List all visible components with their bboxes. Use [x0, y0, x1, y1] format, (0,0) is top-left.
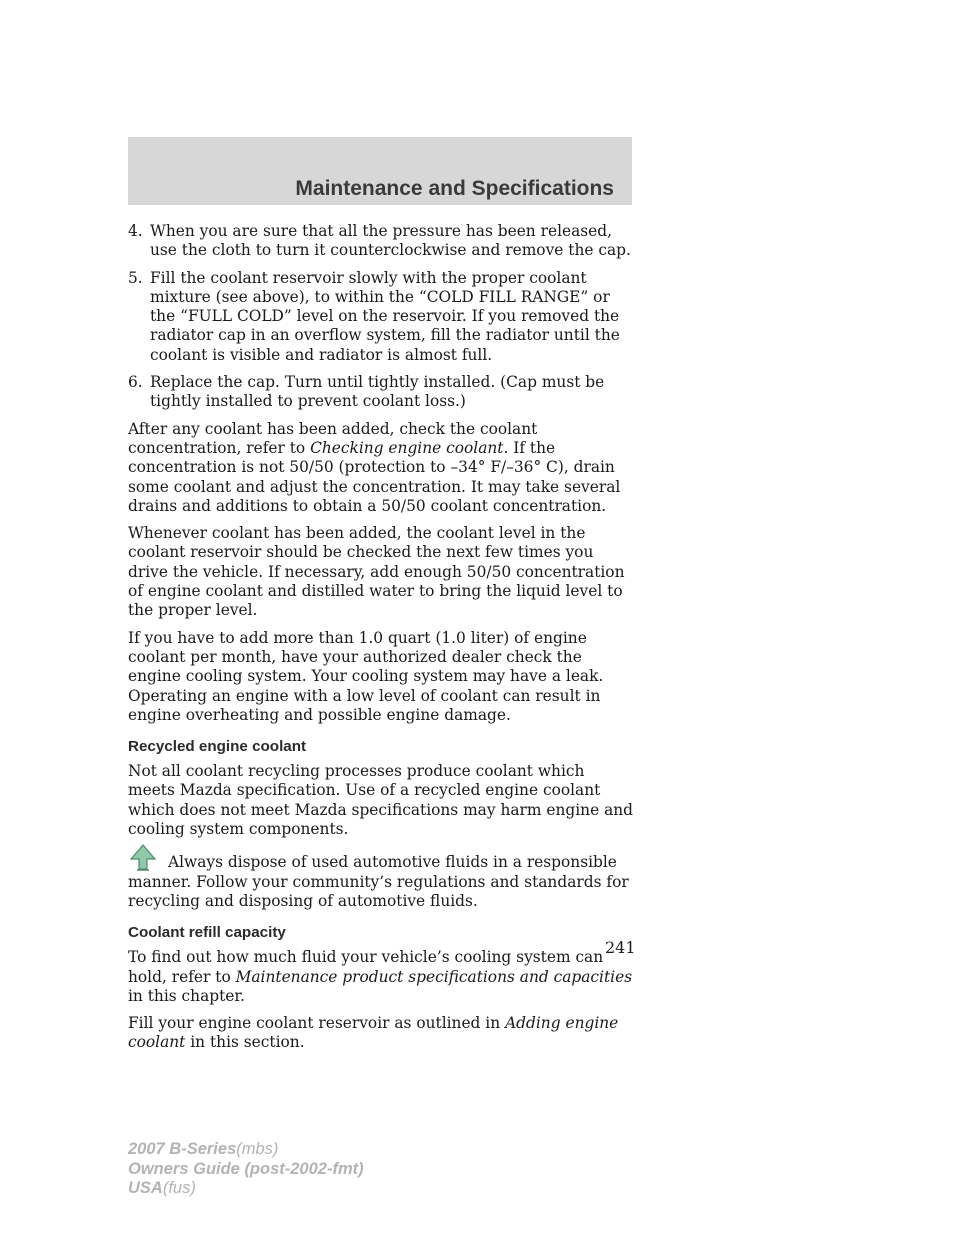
environment-note — [128, 853, 634, 911]
section-header-band — [128, 137, 632, 205]
document-footer — [128, 1140, 364, 1199]
step-list — [128, 222, 634, 412]
page-number: 241 — [605, 938, 636, 957]
step-text: When you are sure that all the pressure has been released, use the cloth to turn it counterclockwise and remove the cap. — [150, 222, 631, 260]
step-text: Fill the coolant reservoir slowly with the proper coolant mixture (see above), to within the “COLD FILL RANGE” or the “FULL COLD” level on the reservoir. If you removed the radiator cap in an overflow system, fill the radiator until the coolant is visible and radiator is almost full. — [150, 268, 620, 364]
step-text: Replace the cap. Turn until tightly installed. (Cap must be tightly installed to prevent coolant loss.) — [150, 373, 605, 411]
cross-reference-link: Checking engine coolant — [310, 438, 504, 457]
heading-recycled-coolant: Recycled engine coolant — [128, 738, 307, 756]
paragraph-recycled: Not all coolant recycling processes produce coolant which meets Mazda specification. Use of a recycled engine coolant which does not meet Mazda specifications may harm engine and cooling system components. — [128, 762, 634, 839]
cross-reference-link: Adding engine coolant — [128, 1014, 619, 1052]
cross-reference-link: Maintenance product specifications and capacities — [235, 967, 633, 986]
step-item — [128, 373, 634, 412]
footer-line-market: USA(fus) — [128, 1179, 196, 1197]
recycle-tree-icon — [128, 843, 158, 873]
paragraph-whenever: Whenever coolant has been added, the coolant level in the coolant reservoir should be checked the next few times you drive the vehicle. If necessary, add enough 50/50 concentration of engine coolant and distilled water to bring the liquid level to the proper level. — [128, 524, 625, 620]
paragraph-concentration: After any coolant has been added, check the coolant concentration, refer to Checking engine coolant. If the concentration is not 50/50 (protection to –34° F/–36° C), drain some coolant and adjust the concentration. It may take several drains and additions to obtain a 50/50 coolant concentration. — [128, 419, 621, 515]
paragraph-quart: If you have to add more than 1.0 quart (1.0 liter) of engine coolant per month, have your authorized dealer check the engine cooling system. Your cooling system may have a leak. Operating an engine with a low level of coolant can result in engine overheating and possible engine damage. — [128, 628, 604, 724]
step-item — [128, 222, 634, 261]
page-content — [128, 222, 634, 1061]
section-title: Maintenance and Specifications — [295, 177, 614, 200]
footer-line-guide: Owners Guide (post-2002-fmt) — [128, 1159, 364, 1178]
heading-refill-capacity: Coolant refill capacity — [128, 924, 286, 942]
paragraph-fill-reservoir: Fill your engine coolant reservoir as outlined in Adding engine coolant in this section. — [128, 1014, 619, 1052]
footer-line-model: 2007 B-Series(mbs) — [128, 1140, 279, 1158]
step-number: 6. — [128, 373, 143, 392]
paragraph-capacity: To find out how much fluid your vehicle’s cooling system can hold, refer to Maintenance product specifications and capacities in this chapter. — [128, 948, 633, 1005]
step-item — [128, 269, 634, 365]
environment-note-text: Always dispose of used automotive fluids in a responsible manner. Follow your community’s regulations and standards for recycling and disposing of automotive fluids. — [128, 853, 629, 910]
step-number: 5. — [128, 268, 143, 287]
step-number: 4. — [128, 222, 143, 240]
